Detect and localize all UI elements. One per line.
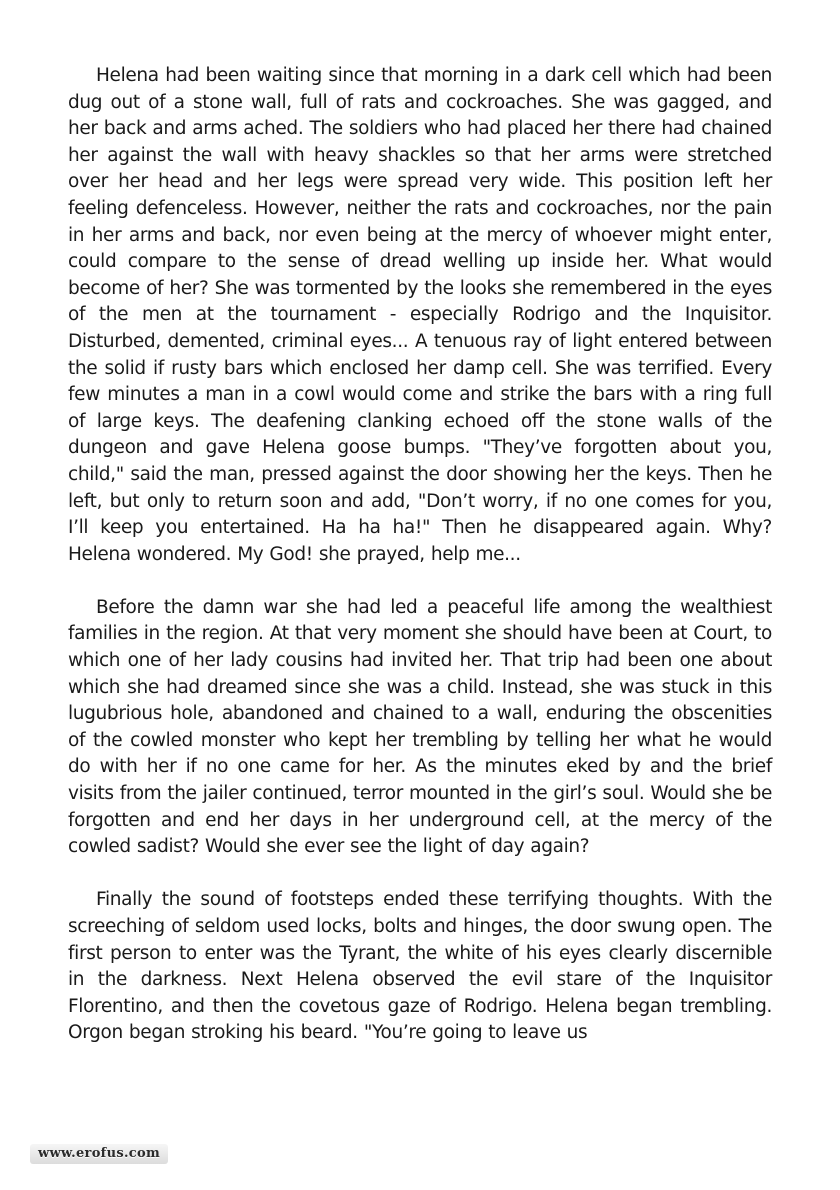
paragraph-3: Finally the sound of footsteps ended these terrifying thoughts. With the screeching of seldom used locks, bolts and hinges, the door swung open. The first person to enter was the Tyrant, the white of his eyes clearly discernible in the darkness. Next Helena observed the evil stare of the Inquisitor Florentino, and then the covetous gaze of Rodrigo. Helena began trembling. Orgon began stroking his beard. "You’re going to leave us: [68, 889, 772, 1044]
paragraph-1: Helena had been waiting since that morning in a dark cell which had been dug out of a stone wall, full of rats and cockroaches. She was gagged, and her back and arms ached. The soldiers who had placed her there had chained her against the wall with heavy shackles so that her arms were stretched over her head and her legs were spread very wide. This position left her feeling defenceless. However, neither the rats and cockroaches, nor the pain in her arms and back, nor even being at the mercy of whoever might enter, could compare to the sense of dread welling up inside her. What would become of her? She was tormented by the looks she remembered in the eyes of the men at the tournament - especially Rodrigo and the Inquisitor. Disturbed, demented, criminal eyes... A tenuous ray of light entered between the solid if rusty bars which enclosed her damp cell. She was terrified. Every few minutes a man in a cowl would come and strike the bars with a ring full of large keys. The deafening clanking echoed off the stone walls of the dungeon and gave Helena goose bumps. "They’ve forgotten about you, child," said the man, pressed against the door showing her the keys. Then he left, but only to return soon and add, "Don’t worry, if no one comes for you, I’ll keep you entertained. Ha ha ha!" Then he disappeared again. Why? Helena wondered. My God! she prayed, help me...: [68, 65, 772, 565]
document-page: [68, 63, 772, 1074]
paragraph-2: Before the damn war she had led a peaceful life among the wealthiest families in the region. At that very moment she should have been at Court, to which one of her lady cousins had invited her. That trip had been one about which she had dreamed since she was a child. Instead, she was stuck in this lugubrious hole, abandoned and chained to a wall, enduring the obscenities of the cowled monster who kept her trembling by telling her what he would do with her if no one came for her. As the minutes eked by and the brief visits from the jailer continued, terror mounted in the girl’s soul. Would she be forgotten and end her days in her underground cell, at the mercy of the cowled sadist? Would she ever see the light of day again?: [68, 596, 772, 858]
watermark: www.erofus.com: [30, 1144, 168, 1164]
